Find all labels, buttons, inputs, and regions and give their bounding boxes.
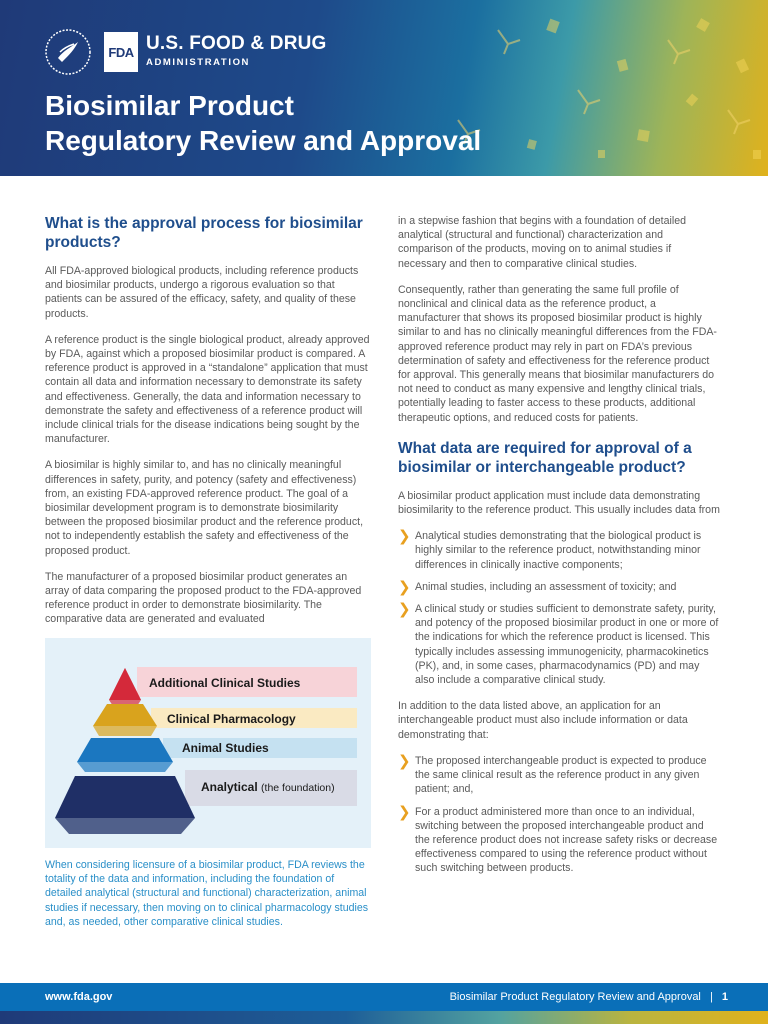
approval-process-heading: What is the approval process for biosimilar products? — [45, 215, 363, 251]
list-item — [398, 754, 720, 797]
label-clinical-pharmacology: Clinical Pharmacology — [167, 712, 296, 726]
label-analytical — [201, 780, 335, 794]
list-item-text: A clinical study or studies sufficient to demonstrate safety, purity, and potency of the proposed biosimilar product in one or more of the indications for which the reference product is licensed. This typically includes assessing immunogenicity, pharmacokinetics (PK), and, in some cases, pharmacodynamics (PD) and may also include a comparative clinical study. — [415, 603, 719, 687]
pyramid-tier-top — [109, 668, 141, 706]
footer-title — [450, 991, 728, 1003]
page-header — [0, 0, 768, 176]
list-item-text: Animal studies, including an assessment of toxicity; and — [415, 580, 677, 593]
paragraph: In addition to the data listed above, an application for an interchangeable product must also include information or data demonstrating that: — [398, 700, 688, 741]
paragraph: A biosimilar is highly similar to, and has no clinically meaningful differences in safety, purity, and potency (safety and effectiveness) from, an existing FDA-approved reference product. The goal of a biosimilar development program is to demonstrate biosimilarity between the proposed biosimilar product and the reference product, not to independently establish the safety and effectiveness of the proposed product. — [45, 459, 364, 557]
agency-name: U.S. FOOD & DRUG — [146, 33, 327, 54]
chevron-right-icon: ❯ — [398, 752, 411, 770]
page-number: 1 — [721, 991, 728, 1003]
pyramid-diagram — [45, 638, 371, 848]
pyramid-tier-third — [77, 738, 173, 772]
pyramid-tier-second — [93, 704, 157, 736]
paragraph: Consequently, rather than generating the same full profile of nonclinical and clinical data as the reference product, a manufacturer that shows its proposed biosimilar product is highly similar to and has no clinically meaningful differences from the FDA-approved reference product may rely in part on FDA’s previous determination of safety and effectiveness for the reference product for approval. This generally means that biosimilar manufacturers do not need to conduct as many expensive and lengthy clinical trials, potentially leading to faster access to these products, additional therapeutic options, and reduced costs for patients. — [398, 283, 717, 424]
list-item — [398, 580, 720, 594]
label-clinical-studies: Additional Clinical Studies — [149, 676, 301, 690]
data-required-heading: What data are required for approval of a biosimilar or interchangeable product? — [398, 439, 692, 476]
chevron-right-icon: ❯ — [398, 803, 411, 821]
right-column — [398, 214, 720, 888]
left-column — [45, 214, 371, 639]
molecule-decoration — [438, 0, 768, 176]
hhs-seal-icon — [44, 28, 92, 76]
analytical-note: (the foundation) — [261, 782, 335, 794]
title-line-1: Biosimilar Product — [45, 90, 294, 121]
agency-subtitle: ADMINISTRATION — [146, 57, 251, 68]
list-item-text: Analytical studies demonstrating that the biological product is highly similar to the reference product, notwithstanding minor differences in clinically inactive components; — [415, 530, 702, 571]
interchangeable-data-list — [398, 754, 720, 876]
paragraph: A reference product is the single biological product, already approved by FDA, against which a proposed biosimilar product is compared. A reference product is approved in a “standalone” application that must contain all data and information necessary to demonstrate its safety and effectiveness. Generally, the data and information necessary to demonstrate the safety and effectiveness of a reference product will include clinical trials for the disease indications being sought by the manufacturer. — [45, 333, 370, 446]
list-item — [398, 529, 720, 572]
pyramid-caption: When considering licensure of a biosimilar product, FDA reviews the totality of the data and information, including the foundation of detailed analytical (structural and functional) characterization, animal studies if necessary, then moving on to clinical pharmacology studies and, as needed, other comparative clinical studies. — [45, 859, 369, 928]
chevron-right-icon: ❯ — [398, 601, 411, 619]
list-item-text: For a product administered more than once to an individual, switching between the proposed interchangeable product and the reference product does not increase safety risks or decrease effectiveness compared to using the reference product without such switching between products. — [415, 805, 718, 875]
page-footer — [0, 983, 768, 1011]
page-title — [45, 88, 481, 158]
paragraph: The manufacturer of a proposed biosimilar product generates an array of data comparing the proposed product to the FDA-approved reference product in order to demonstrate biosimilarity. The comparative data are generated and evaluated — [45, 570, 362, 626]
list-item — [398, 805, 720, 876]
bottom-decoration — [0, 1011, 768, 1024]
list-item-text: The proposed interchangeable product is expected to produce the same clinical result as the reference product in any given patient; and, — [415, 754, 707, 796]
paragraph: in a stepwise fashion that begins with a foundation of detailed analytical (structural and functional) characterization and comparison of the products, moving on to animal studies if necessary and then to comparative clinical studies. — [398, 215, 686, 270]
footer-separator: | — [709, 991, 713, 1003]
footer-document-title: Biosimilar Product Regulatory Review and Approval — [449, 991, 701, 1003]
chevron-right-icon: ❯ — [398, 578, 411, 596]
title-line-2: Regulatory Review and Approval — [45, 125, 482, 156]
label-animal-studies: Animal Studies — [182, 741, 269, 755]
list-item — [398, 602, 720, 687]
paragraph: All FDA-approved biological products, including reference products and biosimilar products, undergo a rigorous evaluation so that patients can be assured of the efficacy, safety, and quality of these products. — [45, 265, 359, 320]
chevron-right-icon: ❯ — [398, 528, 411, 546]
footer-url-link[interactable]: www.fda.gov — [45, 991, 113, 1003]
fda-logo: FDA — [104, 32, 138, 72]
paragraph: A biosimilar product application must include data demonstrating biosimilarity to the reference product. This usually includes data from — [398, 489, 720, 517]
biosimilar-data-list — [398, 529, 720, 687]
pyramid-tier-base — [55, 776, 195, 834]
analytical-text: Analytical — [201, 780, 258, 794]
